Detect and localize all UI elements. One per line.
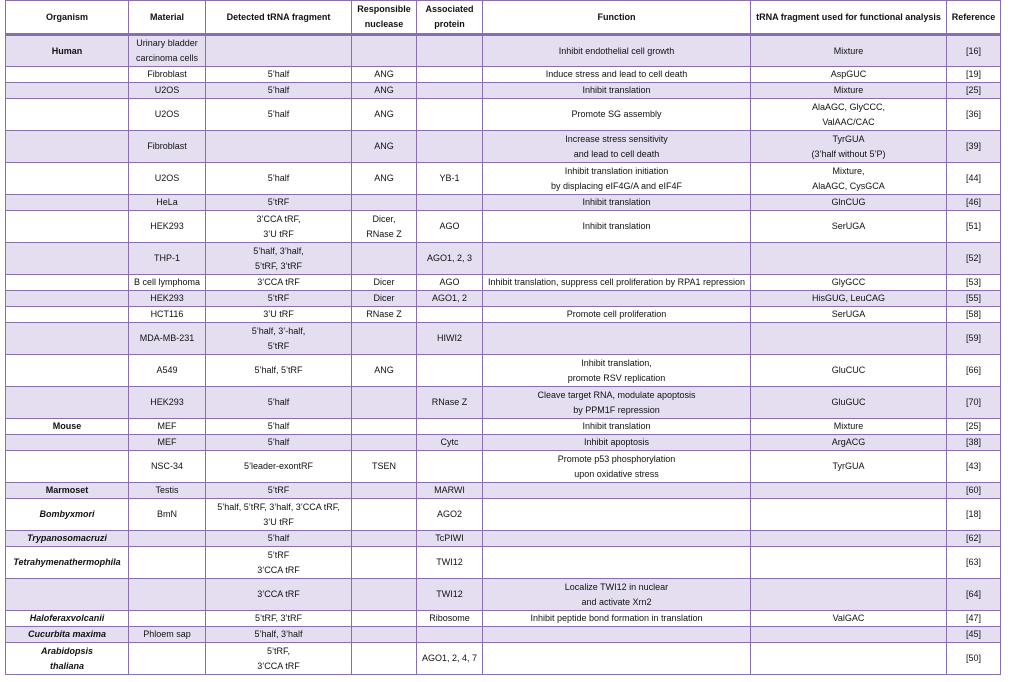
cell-responsible-nuclease [352,499,417,531]
table-row [6,531,1001,547]
cell-material: Fibroblast [129,67,206,83]
cell-responsible-nuclease [352,323,417,355]
cell-material: HEK293 [129,211,206,243]
cell-organism: Mouse [6,419,129,435]
cell-detected-fragment: 5’half [206,531,352,547]
cell-material: MEF [129,435,206,451]
cell-organism [6,131,129,163]
cell-organism [6,291,129,307]
cell-function: Inhibit translation [483,211,751,243]
cell-function: Cleave target RNA, modulate apoptosis by PPM1F repression [483,387,751,419]
table-row [6,163,1001,195]
cell-responsible-nuclease [352,483,417,499]
cell-reference: [25] [947,419,1001,435]
header-organism: Organism [6,1,129,35]
cell-material: HEK293 [129,291,206,307]
cell-function [483,643,751,675]
cell-organism: Arabidopsis thaliana [6,643,129,675]
cell-detected-fragment: 5’tRF, 3’tRF [206,611,352,627]
cell-function: Inhibit endothelial cell growth [483,35,751,67]
table-row [6,499,1001,531]
cell-detected-fragment: 5’half [206,419,352,435]
cell-organism: Haloferaxvolcanii [6,611,129,627]
cell-fragment-used: Mixture [751,83,947,99]
cell-organism: Tetrahymenathermophila [6,547,129,579]
cell-detected-fragment: 5’tRF 3’CCA tRF [206,547,352,579]
table-row [6,131,1001,163]
cell-organism: Marmoset [6,483,129,499]
cell-function [483,243,751,275]
cell-detected-fragment: 5’half, 3’-half, 5’tRF [206,323,352,355]
cell-function: Inhibit translation [483,195,751,211]
cell-organism [6,307,129,323]
cell-responsible-nuclease [352,243,417,275]
cell-function [483,483,751,499]
cell-associated-protein: AGO [417,275,483,291]
cell-fragment-used: SerUGA [751,307,947,323]
cell-reference: [63] [947,547,1001,579]
cell-responsible-nuclease [352,643,417,675]
table-row [6,627,1001,643]
header-detected-fragment: Detected tRNA fragment [206,1,352,35]
cell-fragment-used [751,243,947,275]
cell-function: Inhibit peptide bond formation in translation [483,611,751,627]
cell-function [483,547,751,579]
cell-fragment-used: TyrGUA [751,451,947,483]
cell-detected-fragment: 5’half, 3’half [206,627,352,643]
cell-function: Promote cell proliferation [483,307,751,323]
cell-material [129,643,206,675]
cell-detected-fragment: 5’tRF [206,291,352,307]
cell-detected-fragment: 5’half [206,99,352,131]
table-row [6,435,1001,451]
cell-function [483,627,751,643]
cell-reference: [58] [947,307,1001,323]
cell-detected-fragment: 5’half [206,387,352,419]
table-row [6,579,1001,611]
cell-associated-protein: Ribosome [417,611,483,627]
cell-organism [6,83,129,99]
cell-organism: Trypanosomacruzi [6,531,129,547]
table-row [6,643,1001,675]
cell-function: Inhibit translation [483,419,751,435]
cell-fragment-used: Mixture, AlaAGC, CysGCA [751,163,947,195]
trna-fragment-table [5,0,1001,675]
cell-detected-fragment: 5’tRF, 3’CCA tRF [206,643,352,675]
cell-organism [6,275,129,291]
cell-detected-fragment: 5’half [206,83,352,99]
cell-responsible-nuclease [352,611,417,627]
cell-material: U2OS [129,99,206,131]
table-row [6,35,1001,67]
table-row [6,323,1001,355]
table-row [6,211,1001,243]
cell-associated-protein [417,35,483,67]
cell-function: Promote SG assembly [483,99,751,131]
cell-reference: [70] [947,387,1001,419]
cell-material [129,547,206,579]
cell-responsible-nuclease [352,35,417,67]
cell-fragment-used: Mixture [751,35,947,67]
cell-material: HCT116 [129,307,206,323]
table-row [6,611,1001,627]
cell-responsible-nuclease: Dicer, RNase Z [352,211,417,243]
cell-reference: [38] [947,435,1001,451]
header-responsible-nuclease: Responsible nuclease [352,1,417,35]
cell-material: THP-1 [129,243,206,275]
cell-fragment-used: GlnCUG [751,195,947,211]
cell-organism [6,195,129,211]
cell-detected-fragment: 5’leader-exontRF [206,451,352,483]
cell-material: Phloem sap [129,627,206,643]
header-reference: Reference [947,1,1001,35]
cell-detected-fragment: 5’half, 3’half, 5’tRF, 3’tRF [206,243,352,275]
cell-material [129,531,206,547]
cell-material: B cell lymphoma [129,275,206,291]
header-row [6,1,1001,35]
header-function: Function [483,1,751,35]
cell-associated-protein [417,83,483,99]
cell-function: Increase stress sensitivity and lead to cell death [483,131,751,163]
cell-responsible-nuclease: ANG [352,67,417,83]
cell-fragment-used [751,531,947,547]
cell-organism: Cucurbita maxima [6,627,129,643]
header-associated-protein: Associated protein [417,1,483,35]
cell-detected-fragment: 3’CCA tRF [206,275,352,291]
cell-responsible-nuclease: ANG [352,355,417,387]
cell-organism [6,211,129,243]
cell-fragment-used: HisGUG, LeuCAG [751,291,947,307]
cell-fragment-used [751,323,947,355]
cell-fragment-used: Mixture [751,419,947,435]
cell-organism: Human [6,35,129,67]
table-row [6,547,1001,579]
cell-associated-protein: HIWI2 [417,323,483,355]
cell-associated-protein [417,419,483,435]
cell-responsible-nuclease: ANG [352,83,417,99]
cell-material: BmN [129,499,206,531]
cell-reference: [60] [947,483,1001,499]
cell-associated-protein [417,355,483,387]
table-row [6,387,1001,419]
cell-material: Testis [129,483,206,499]
cell-organism [6,579,129,611]
cell-associated-protein: RNase Z [417,387,483,419]
cell-detected-fragment: 5’half, 5’tRF [206,355,352,387]
cell-fragment-used [751,499,947,531]
cell-fragment-used: GlyGCC [751,275,947,291]
table-body [6,35,1001,675]
cell-detected-fragment: 5’half [206,67,352,83]
cell-function [483,323,751,355]
table-row [6,195,1001,211]
cell-reference: [55] [947,291,1001,307]
cell-reference: [36] [947,99,1001,131]
cell-responsible-nuclease [352,387,417,419]
cell-responsible-nuclease: ANG [352,131,417,163]
cell-associated-protein: TcPIWI [417,531,483,547]
cell-detected-fragment: 5’tRF [206,483,352,499]
cell-function: Inhibit translation [483,83,751,99]
header-material: Material [129,1,206,35]
cell-detected-fragment: 5’half, 5’tRF, 3’half, 3’CCA tRF, 3’U tRF [206,499,352,531]
cell-associated-protein [417,131,483,163]
cell-responsible-nuclease: Dicer [352,275,417,291]
cell-associated-protein: MARWI [417,483,483,499]
cell-associated-protein: AGO [417,211,483,243]
cell-material: U2OS [129,83,206,99]
table-row [6,483,1001,499]
cell-responsible-nuclease: TSEN [352,451,417,483]
cell-detected-fragment [206,131,352,163]
table-row [6,451,1001,483]
cell-reference: [45] [947,627,1001,643]
cell-responsible-nuclease [352,419,417,435]
cell-associated-protein [417,99,483,131]
cell-fragment-used: SerUGA [751,211,947,243]
cell-material: MEF [129,419,206,435]
cell-reference: [16] [947,35,1001,67]
cell-function: Inhibit apoptosis [483,435,751,451]
cell-function: Promote p53 phosphorylation upon oxidative stress [483,451,751,483]
cell-function [483,291,751,307]
cell-fragment-used: TyrGUA (3’half without 5’P) [751,131,947,163]
cell-organism [6,323,129,355]
cell-responsible-nuclease: RNase Z [352,307,417,323]
cell-fragment-used [751,483,947,499]
cell-fragment-used: AspGUC [751,67,947,83]
cell-organism: Bombyxmori [6,499,129,531]
cell-reference: [46] [947,195,1001,211]
cell-responsible-nuclease [352,531,417,547]
cell-function: Inhibit translation, promote RSV replication [483,355,751,387]
cell-material: NSC-34 [129,451,206,483]
cell-responsible-nuclease [352,547,417,579]
cell-reference: [53] [947,275,1001,291]
cell-reference: [39] [947,131,1001,163]
cell-fragment-used: ArgACG [751,435,947,451]
cell-responsible-nuclease [352,579,417,611]
cell-material: HEK293 [129,387,206,419]
cell-reference: [62] [947,531,1001,547]
cell-associated-protein: AGO1, 2, 4, 7 [417,643,483,675]
cell-organism [6,67,129,83]
cell-reference: [52] [947,243,1001,275]
cell-material [129,579,206,611]
cell-responsible-nuclease [352,435,417,451]
cell-fragment-used [751,643,947,675]
cell-function: Inhibit translation initiation by displacing eIF4G/A and eIF4F [483,163,751,195]
cell-material [129,611,206,627]
cell-material: Urinary bladder carcinoma cells [129,35,206,67]
cell-organism [6,435,129,451]
cell-material: U2OS [129,163,206,195]
table-row [6,419,1001,435]
cell-responsible-nuclease [352,195,417,211]
cell-responsible-nuclease: ANG [352,99,417,131]
cell-material: MDA-MB-231 [129,323,206,355]
table-row [6,307,1001,323]
table-row [6,243,1001,275]
table-row [6,355,1001,387]
cell-associated-protein: TWI12 [417,547,483,579]
cell-responsible-nuclease: Dicer [352,291,417,307]
cell-reference: [51] [947,211,1001,243]
cell-organism [6,451,129,483]
cell-associated-protein: AGO1, 2 [417,291,483,307]
cell-reference: [64] [947,579,1001,611]
cell-associated-protein [417,627,483,643]
header-fragment-used: tRNA fragment used for functional analysis [751,1,947,35]
cell-responsible-nuclease [352,627,417,643]
cell-fragment-used [751,579,947,611]
table-row [6,99,1001,131]
cell-organism [6,243,129,275]
cell-associated-protein [417,195,483,211]
cell-organism [6,387,129,419]
cell-detected-fragment: 3’CCA tRF, 3’U tRF [206,211,352,243]
table-row [6,275,1001,291]
cell-associated-protein: YB-1 [417,163,483,195]
cell-fragment-used [751,627,947,643]
cell-function [483,499,751,531]
cell-associated-protein [417,67,483,83]
cell-fragment-used: ValGAC [751,611,947,627]
cell-reference: [50] [947,643,1001,675]
cell-detected-fragment: 5’half [206,163,352,195]
cell-fragment-used: GluCUC [751,355,947,387]
cell-material: A549 [129,355,206,387]
cell-detected-fragment: 5’half [206,435,352,451]
cell-material: HeLa [129,195,206,211]
cell-detected-fragment: 5’tRF [206,195,352,211]
cell-associated-protein: Cytc [417,435,483,451]
cell-reference: [66] [947,355,1001,387]
cell-detected-fragment: 3’CCA tRF [206,579,352,611]
cell-associated-protein [417,451,483,483]
cell-associated-protein: AGO1, 2, 3 [417,243,483,275]
cell-reference: [59] [947,323,1001,355]
cell-organism [6,163,129,195]
table-row [6,291,1001,307]
cell-organism [6,99,129,131]
cell-responsible-nuclease: ANG [352,163,417,195]
cell-reference: [47] [947,611,1001,627]
cell-function: Localize TWI12 in nuclear and activate Xrn2 [483,579,751,611]
cell-associated-protein: AGO2 [417,499,483,531]
cell-organism [6,355,129,387]
cell-reference: [25] [947,83,1001,99]
cell-detected-fragment: 3’U tRF [206,307,352,323]
cell-function [483,531,751,547]
table-row [6,67,1001,83]
cell-function: Inhibit translation, suppress cell proliferation by RPA1 repression [483,275,751,291]
cell-fragment-used: AlaAGC, GlyCCC, ValAAC/CAC [751,99,947,131]
cell-material: Fibroblast [129,131,206,163]
cell-reference: [19] [947,67,1001,83]
cell-fragment-used: GluGUC [751,387,947,419]
cell-function: Induce stress and lead to cell death [483,67,751,83]
cell-associated-protein: TWI12 [417,579,483,611]
table-row [6,83,1001,99]
cell-reference: [44] [947,163,1001,195]
cell-reference: [18] [947,499,1001,531]
cell-detected-fragment [206,35,352,67]
cell-associated-protein [417,307,483,323]
cell-fragment-used [751,547,947,579]
cell-reference: [43] [947,451,1001,483]
